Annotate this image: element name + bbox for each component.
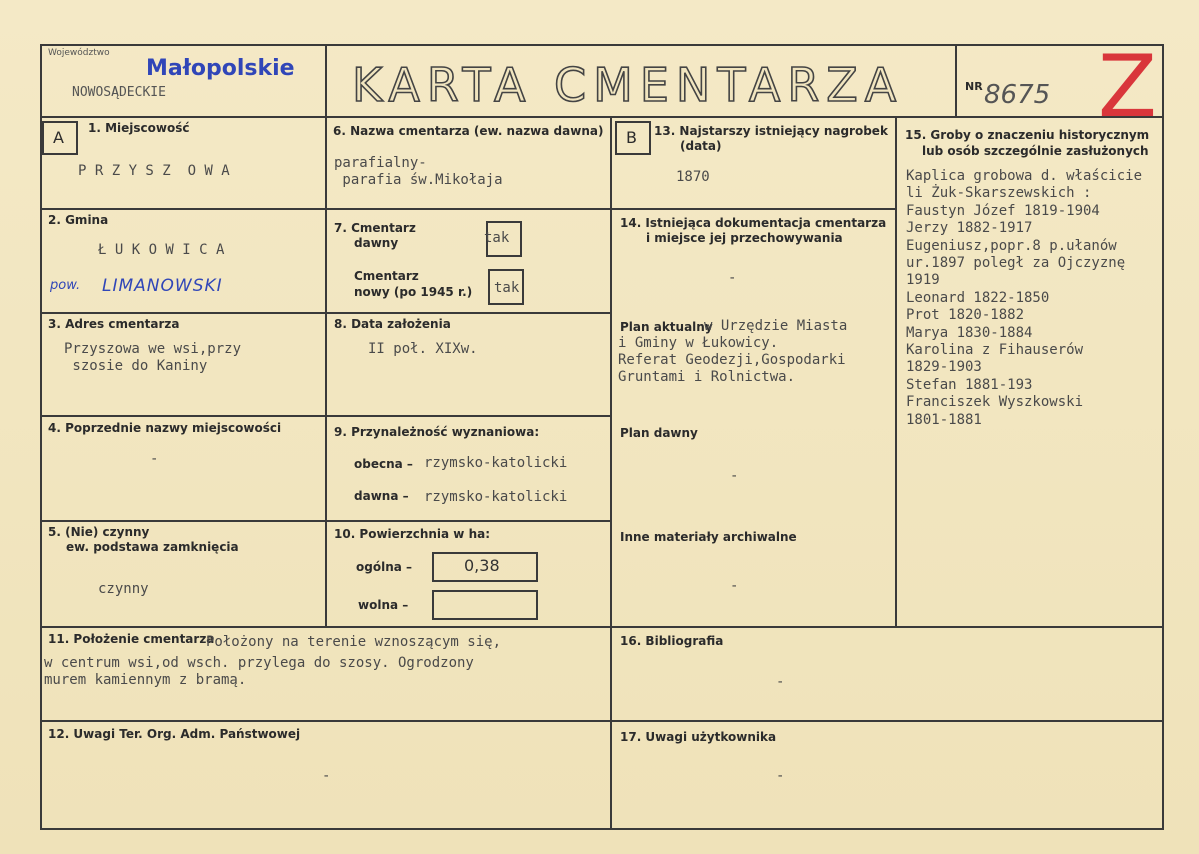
address-label: 3. Adres cmentarza — [48, 317, 180, 331]
col-c — [895, 116, 897, 628]
voivodeship-stamp: Małopolskie — [146, 56, 295, 81]
denomination-label: 9. Przynależność wyznaniowa: — [334, 425, 540, 439]
plan-old-label: Plan dawny — [620, 426, 698, 440]
card-title: KARTA CMENTARZA — [352, 58, 904, 112]
location-label: 11. Położenie cmentarza — [48, 632, 215, 646]
old-cemetery-label-2: dawny — [354, 236, 399, 250]
denomination-former-value: rzymsko-katolicki — [424, 489, 568, 505]
old-cemetery-label-1: 7. Cmentarz — [334, 221, 416, 235]
locality-label: 1. Miejscowość — [88, 121, 190, 135]
area-label: 10. Powierzchnia w ha: — [334, 527, 491, 541]
frame-bottom — [40, 828, 1164, 830]
area-free-box — [432, 590, 538, 620]
plan-old-value: - — [730, 468, 739, 484]
oldest-tombstone-label-2: (data) — [680, 139, 722, 153]
section-a-letter: A — [53, 128, 64, 147]
historic-graves-value: Kaplica grobowa d. właścicie li Żuk-Skarszewskich : Faustyn Józef 1819-1904 Jerzy 1882-1917 Eugeniusz,popr.8 p.ułanów ur.1897 poległ za Ojczyznę 1919 Leonard 1822-1850 Prot 1820-1882 Marya 1830-1884 Karolina z Fihauserów 1829-1903 Stefan 1881-193 Franciszek Wyszkowski 1801-1881 — [906, 168, 1143, 428]
row-1 — [40, 208, 612, 210]
bibliography-value: - — [776, 674, 785, 690]
col-a — [325, 116, 327, 626]
frame-left — [40, 44, 42, 830]
previous-names-value: - — [150, 451, 159, 467]
oldest-tombstone-label: 13. Najstarszy istniejący nagrobek — [654, 124, 888, 138]
address-value: Przyszowa we wsi,przy szosie do Kaniny — [64, 341, 242, 374]
commune-label: 2. Gmina — [48, 213, 109, 227]
header-divider — [40, 116, 1164, 118]
nr-label: NR — [965, 80, 983, 93]
location-value-rest: w centrum wsi,od wsch. przylega do szosy. Ogrodzony murem kamiennym z bramą. — [44, 655, 474, 688]
active-value: czynny — [98, 581, 149, 597]
category-mark: Z — [1098, 37, 1157, 137]
old-cemetery-value: tak — [484, 230, 510, 246]
row-12-top — [40, 720, 1164, 722]
user-notes-label: 17. Uwagi użytkownika — [620, 730, 777, 744]
other-materials-value: - — [730, 578, 739, 594]
commune-value: Ł U K O W I C A — [98, 242, 225, 258]
active-label: 5. (Nie) czynny — [48, 525, 150, 539]
historic-graves-label-2: lub osób szczególnie zasłużonych — [922, 144, 1149, 158]
documentation-value: - — [728, 270, 737, 286]
frame-top — [40, 44, 1164, 46]
header-col2 — [955, 44, 957, 118]
location-value-first: Położony na terenie wznoszącym się, — [206, 634, 502, 650]
documentation-label: 14. Istniejąca dokumentacja cmentarza — [620, 216, 887, 230]
admin-notes-value: - — [322, 768, 331, 784]
area-free-label: wolna – — [358, 598, 409, 612]
closure-basis-label: ew. podstawa zamknięcia — [66, 540, 239, 554]
cemetery-name-value: parafialny- parafia św.Mikołaja — [334, 155, 503, 188]
plan-current-value: w Urzędzie Miasta i Gminy w Łukowicy. Referat Geodezji,Gospodarki Gruntami i Rolnictwa. — [618, 318, 848, 385]
admin-notes-label: 12. Uwagi Ter. Org. Adm. Państwowej — [48, 727, 301, 741]
previous-names-label: 4. Poprzednie nazwy miejscowości — [48, 421, 282, 435]
wojewodztwo-label: Województwo — [48, 48, 110, 58]
new-cemetery-label-1: Cmentarz — [354, 269, 419, 283]
area-total-value: 0,38 — [464, 556, 500, 575]
row-2 — [40, 312, 612, 314]
old-voivodeship: NOWOSĄDECKIE — [72, 85, 166, 100]
frame-right — [1162, 44, 1164, 830]
powiat-value: LIMANOWSKI — [102, 276, 223, 296]
denomination-current-value: rzymsko-katolicki — [424, 455, 568, 471]
new-cemetery-value: tak — [494, 280, 520, 296]
row-14-top — [610, 208, 897, 210]
user-notes-value: - — [776, 768, 785, 784]
bibliography-label: 16. Bibliografia — [620, 634, 724, 648]
cemetery-name-label: 6. Nazwa cmentarza (ew. nazwa dawna) — [333, 124, 604, 138]
denomination-current-label: obecna – — [354, 457, 413, 471]
locality-value: P R Z Y S Z O W A — [78, 163, 230, 179]
powiat-prefix: pow. — [50, 278, 81, 293]
header-col1 — [325, 44, 327, 118]
section-b-letter: B — [626, 128, 637, 147]
row-11-top — [40, 626, 1164, 628]
denomination-former-label: dawna – — [354, 489, 409, 503]
documentation-label-2: i miejsce jej przechowywania — [646, 231, 843, 245]
founding-date-label: 8. Data założenia — [334, 317, 451, 331]
oldest-tombstone-value: 1870 — [676, 169, 710, 185]
record-number: 8675 — [984, 80, 1051, 110]
plan-current-label: Plan aktualny — [620, 320, 713, 334]
historic-graves-label: 15. Groby o znaczeniu historycznym — [905, 128, 1150, 142]
row-3 — [40, 415, 612, 417]
other-materials-label: Inne materiały archiwalne — [620, 530, 797, 544]
founding-date-value: II poł. XIXw. — [368, 341, 478, 357]
area-total-label: ogólna – — [356, 560, 413, 574]
row-4 — [40, 520, 612, 522]
new-cemetery-label-2: nowy (po 1945 r.) — [354, 285, 473, 299]
